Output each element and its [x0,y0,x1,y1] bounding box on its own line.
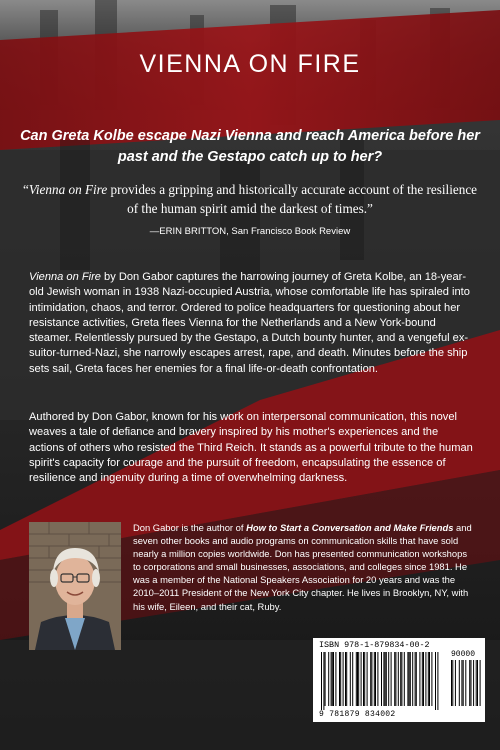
synopsis-lead-title: Vienna on Fire [29,271,101,283]
quote-attribution: —ERIN BRITTON, San Francisco Book Review [149,226,351,237]
bio-rest: and seven other books and audio programs on communication skills that have sold nearly a million copies worldwide. Don has presented communication workshops to corporations and small businesses, associations, and colleges since 1981. He was a member of the National Speakers Association for 20 years and was the 2010–2011 President of the New York City chapter. He lives in Brooklyn, NY, with his wife, Eileen, and their cat, Ruby. [133,522,472,612]
tagline: Can Greta Kolbe escape Nazi Vienna and reach America before her past and the Gestapo catch up to her? [20,128,480,165]
author-photo [29,522,121,650]
isbn-label: ISBN 978-1-879834-00-2 [319,640,430,650]
bio-book-title: How to Start a Conversation and Make Friends [246,522,454,533]
quote-text: provides a gripping and historically accurate account of the resilience of the human spirit amid the darkest of times.” [107,182,478,216]
isbn-barcode [313,638,485,722]
synopsis-text-1: by Don Gabor captures the harrowing journey of Greta Kolbe, an 18-year-old Jewish woman in 1938 Nazi-occupied Austria, whose comfortable life has spiraled into intimidation, chaos, and terror. Ordered to police headquarters for questioning about her resistance activities, Greta flees Vienna for the Netherlands and a New York-bound steamer. Relentlessly pursued by the Gestapo, a Dutch bounty hunter, and a vengeful ex-suitor-turned-Nazi, she narrowly escapes arrest, rape, and death. Minutes before the ship sets sail, Greta faces her enemies for a final life-or-death confrontation. [29,271,470,375]
author-bio [133,521,475,613]
synopsis-paragraph-1 [29,270,474,377]
quote-work-title: Vienna on Fire [28,182,108,197]
synopsis-paragraph-2: Authored by Don Gabor, known for his work on interpersonal communication, this novel weaves a tale of defiance and bravery inspired by his mother's experiences and the actions of others who resisted the Third Reich. It stands as a powerful tribute to the human spirit's capacity for courage and the pursuit of freedom, encapsulating the essence of resilience and ingenuity during a time of overwhelming darkness. [29,411,473,485]
bio-intro: Don Gabor is the author of [133,522,247,533]
quote-open-mark: “ [22,182,29,197]
price-code: 90000 [451,650,476,659]
book-title: VIENNA ON FIRE [139,50,361,78]
ean-digits: 9 781879 834002 [319,710,396,719]
review-quote [20,180,480,218]
